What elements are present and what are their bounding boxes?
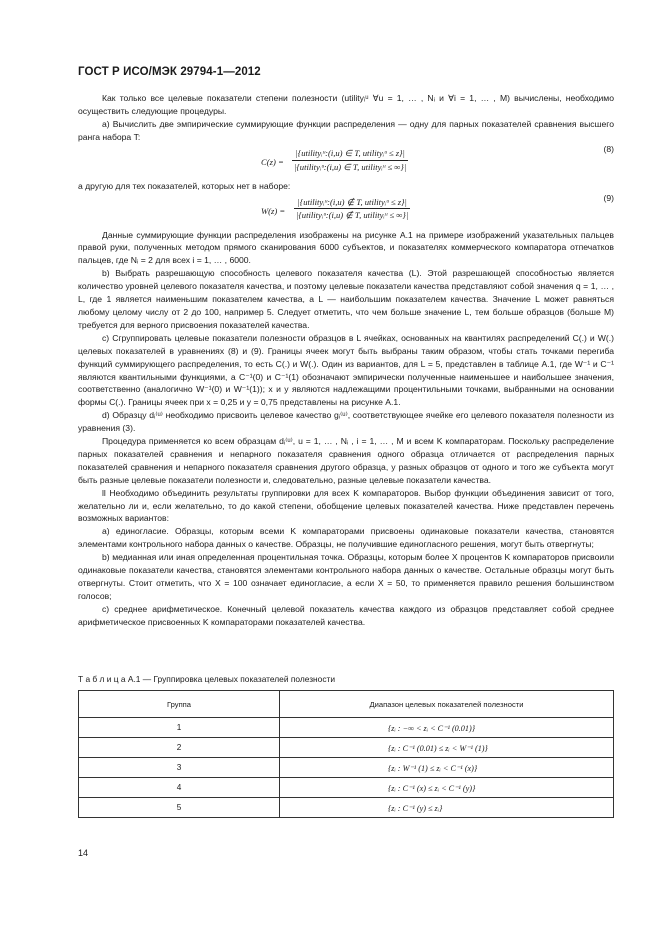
table-cell-group: 2	[79, 738, 280, 758]
formula-9-denominator: |{utilityᵢᵘ:(i,u) ∉ T, utilityᵢᵘ ≤ ∞}|	[296, 210, 409, 221]
grouping-table	[78, 690, 614, 818]
formula-9-numerator: |{utilityᵢᵘ:(i,u) ∉ T, utilityᵢᵘ ≤ z}|	[294, 196, 410, 210]
paragraph-distributions: Данные суммирующие функции распределения изображены на рисунке А.1 на примере изображений указательных пальцев правой руки, полученных методом прямого сканирования 6000 субъектов, и показателях коммерческого компаратора отпечатков пальцев, где Nᵢ = 2 для всех i = 1, … , 6000.	[78, 229, 614, 266]
paragraph-not-in-set: а другую для тех показателей, которых нет в наборе:	[78, 180, 291, 191]
formula-9-fraction	[294, 196, 410, 223]
paragraph-intro: Как только все целевые показатели степени полезности (utilityᵢᵘ ∀u = 1, … , Nᵢ и ∀i = 1, … , M) вычислены, необходимо осуществить следующие процедуры.	[78, 93, 614, 116]
table-header-group: Группа	[79, 691, 280, 718]
table-cell-group: 4	[79, 778, 280, 798]
paragraph-step-b: b) Выбрать разрешающую способность целевого показателя качества (L). Этой разрешающей способностью является количество уровней целевого показателя качества, и поэтому целевые показатели качества представляют собой значения q = 1, … , L, где 1 является наименьшим показателем качества, а L — наибольшим показателем качества. Значение L может равняться любому целому числу от 2 до 100, например 5. Следует отметить, что чем больше значение L, тем больше образцов (больше M) требуется для верного присвоения показателей качества.	[78, 268, 614, 330]
table-cell-range: {zᵢ : W⁻¹ (1) ≤ zᵢ < C⁻¹ (x)}	[280, 758, 614, 778]
formula-8	[78, 143, 614, 177]
formula-8-numerator: |{utilityᵢᵘ:(i,u) ∈ T, utilityᵢᵘ ≤ z}|	[292, 147, 408, 161]
page-number: 14	[78, 848, 89, 858]
table-header-row	[79, 691, 614, 718]
formula-8-fraction	[292, 147, 408, 174]
table-cell-range: {zᵢ : −∞ < zᵢ < C⁻¹ (0.01)}	[280, 718, 614, 738]
table-cell-range: {zᵢ : C⁻¹ (y) ≤ zᵢ}	[280, 798, 614, 818]
formula-8-lhs: C(z) =	[261, 156, 284, 167]
table-cell-group: 1	[79, 718, 280, 738]
table-header-range: Диапазон целевых показателей полезности	[280, 691, 614, 718]
formula-8-denominator: |{utilityᵢᵘ:(i,u) ∈ T, utilityᵢᵘ ≤ ∞}|	[294, 161, 407, 172]
table-caption: Т а б л и ц а А.1 — Группировка целевых показателей полезности	[78, 674, 336, 684]
document-body	[78, 92, 614, 629]
formula-9-number: (9)	[603, 192, 614, 203]
table-cell-group: 5	[79, 798, 280, 818]
document-header: ГОСТ Р ИСО/МЭК 29794-1—2012	[78, 66, 261, 78]
table-row	[79, 758, 614, 778]
table-cell-group: 3	[79, 758, 280, 778]
paragraph-step-c: c) Сгруппировать целевые показатели полезности образцов в L ячейках, основанных на квантилях распределений C(.) и W(.) целевых показателей в уравнениях (8) и (9). Границы ячеек могут быть выбраны таким образом, чтобы стать точками перегиба функций суммирующего распределения, то есть C(.) и W(.). Один из вариантов, для L = 5, представлен в таблице А.1, где W⁻¹ и C⁻¹ являются квантильными функциями, а C⁻¹(0) и C⁻¹(1) обозначают эмпирически полученные наименьшее и наибольшее значения, соответственно (аналогично W⁻¹(0) и W⁻¹(1)); x и y являются надлежащими процентильными точками, выбранными на основании формы C(.). Границы ячеек при x = 0,25 и y = 0,75 представлены на рисунке А.1.	[78, 332, 614, 408]
paragraph-step-a: а) Вычислить две эмпирические суммирующие функции распределения — одну для парных показателей сравнения высшего ранга набора T:	[78, 118, 614, 142]
paragraph-option-median: b) медианная или иная определенная процентильная точка. Образцы, которым более X процентов K компараторов присвоили одинаковые показатели качества, становятся элементами контрольного набора данных о качестве. Остальные образцы могут быть отвергнуты. Стоит отметить, что X = 100 означает единогласие, а если X = 50, то применяется правило решения большинством голосов;	[78, 552, 614, 601]
table-row	[79, 738, 614, 758]
formula-8-number: (8)	[603, 143, 614, 154]
formula-9-lhs: W(z) =	[261, 205, 286, 216]
table-row	[79, 798, 614, 818]
table-row	[79, 718, 614, 738]
table-cell-range: {zᵢ : C⁻¹ (x) ≤ zᵢ < C⁻¹ (y)}	[280, 778, 614, 798]
formula-9	[78, 192, 614, 226]
paragraph-option-unanimity: а) единогласие. Образцы, которым всеми K компараторами присвоены одинаковые показатели качества, становятся элементами контрольного набора данных о качестве. Образцы, не получившие единогласного решения, могут быть отвергнуты;	[78, 526, 614, 550]
table-row	[79, 778, 614, 798]
table-cell-range: {zᵢ : C⁻¹ (0.01) ≤ zᵢ < W⁻¹ (1)}	[280, 738, 614, 758]
paragraph-combine: ll Необходимо объединить результаты группировки для всех K компараторов. Выбор функции объединения зависит от того, желательно ли и, если желательно, то до какой степени, обобщение целевых показателей качества. Ниже представлен перечень возможных вариантов:	[78, 487, 614, 524]
paragraph-procedure: Процедура применяется ко всем образцам dᵢ⁽ᵘ⁾, u = 1, … , Nᵢ , i = 1, … , M и всем K компараторам. Поскольку распределение парных показателей сравнения и непарного показателя сравнения одного образца отличается от распределения парных показателей сравнения и непарного показателя сравнения другого образца, у разных образцов от одного и того же субъекта могут быть разные целевые показатели полезности и, следовательно, разные целевые показатели качества.	[78, 436, 614, 485]
paragraph-option-mean: c) среднее арифметическое. Конечный целевой показатель качества каждого из образцов представляет собой среднее арифметическое присвоенных K компараторами показателей качества.	[78, 603, 614, 627]
paragraph-step-d: d) Образцу dᵢ⁽ᵘ⁾ необходимо присвоить целевое качество gᵢ⁽ᵘ⁾, соответствующее ячейке его целевого показателя полезности из уравнения (3).	[78, 410, 614, 434]
